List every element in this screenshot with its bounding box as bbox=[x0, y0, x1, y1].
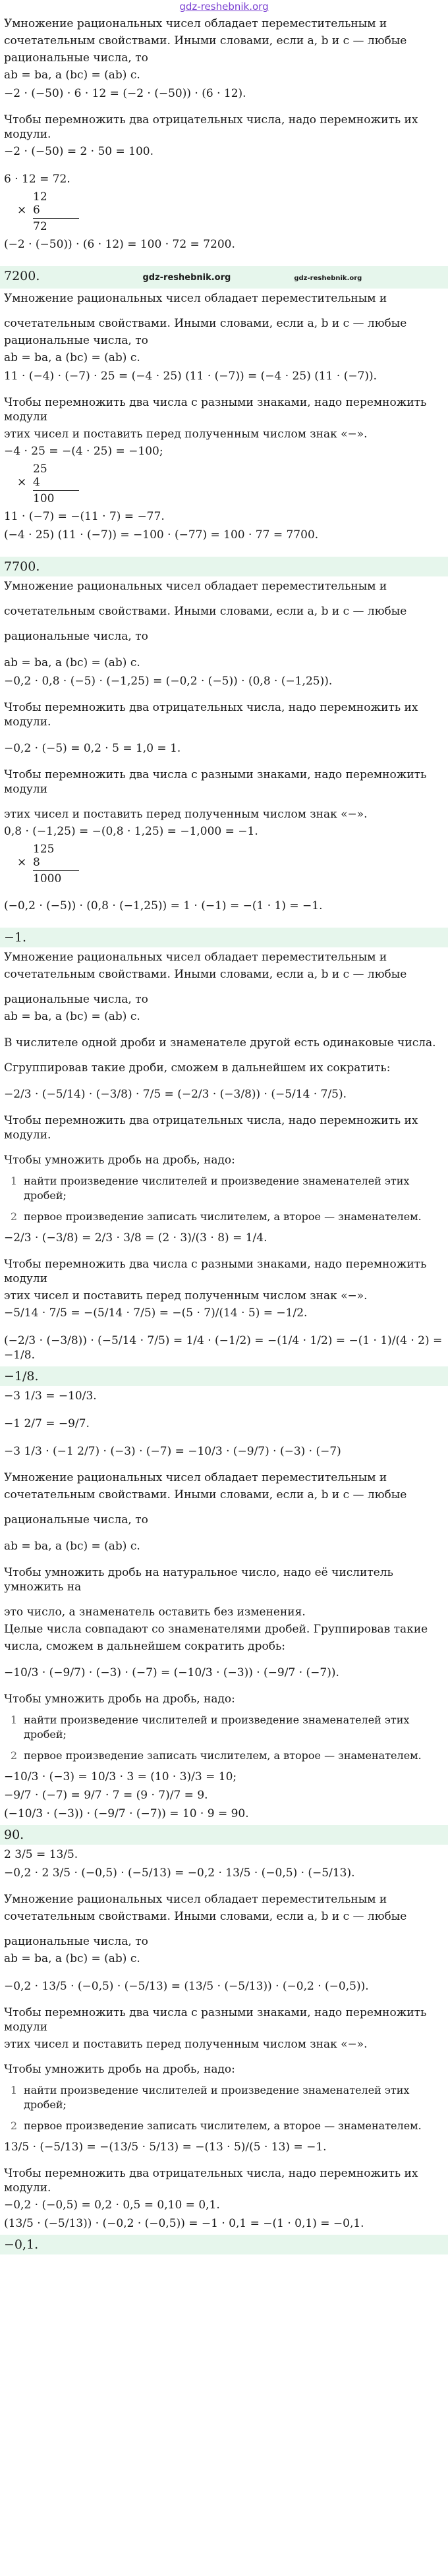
column-top: 125 bbox=[33, 843, 55, 856]
text-line: Чтобы перемножить два числа с разными знаками, надо перемножить модули bbox=[4, 396, 427, 424]
steps-list bbox=[4, 1713, 444, 1763]
formula: −0,2 · (−0,5) = 0,2 · 0,5 = 0,10 = 0,1. bbox=[4, 2198, 220, 2212]
text-line: рациональные числа, то bbox=[4, 334, 148, 347]
times-sign: × bbox=[17, 476, 27, 489]
column-multiplication bbox=[17, 190, 444, 233]
list-text: найти произведение числителей и произведение знаменателей этих дробей; bbox=[24, 1714, 410, 1741]
formula: −3 1/3 = −10/3. bbox=[4, 1389, 97, 1403]
text-line: Умножение рациональных чисел обладает переместительным и bbox=[4, 1893, 387, 1906]
column-multiplication bbox=[17, 462, 444, 505]
text-line: сочетательным свойствами. Иными словами, если a, b и c — любые bbox=[4, 1910, 407, 1923]
text-line: Умножение рациональных чисел обладает переместительным и bbox=[4, 17, 387, 30]
answer-value: 90. bbox=[4, 1828, 24, 1842]
answer-bar bbox=[0, 557, 448, 576]
formula: −2/3 · (−5/14) · (−3/8) · 7/5 = (−2/3 · (−3/8)) · (−5/14 · 7/5). bbox=[4, 1088, 347, 1101]
column-rule bbox=[33, 490, 79, 491]
list-number: 1 bbox=[10, 1175, 18, 1187]
answer-bar bbox=[0, 266, 448, 289]
list-item bbox=[4, 1174, 444, 1203]
text-line: Целые числа совпадают со знаменателями дробей. Группировав такие bbox=[4, 1623, 428, 1636]
steps-list bbox=[4, 1174, 444, 1224]
text-line: Чтобы перемножить два отрицательных числа, надо перемножить их модули. bbox=[4, 1114, 418, 1142]
text-line: Чтобы умножить дробь на дробь, надо: bbox=[4, 2063, 235, 2076]
watermark-text: gdz-reshebnik.org bbox=[142, 273, 231, 283]
list-text: первое произведение записать числителем, а второе — знаменателем. bbox=[24, 2119, 422, 2132]
list-item bbox=[4, 1210, 444, 1224]
text-line: это число, а знаменатель оставить без изменения. bbox=[4, 1606, 306, 1619]
formula: 13/5 · (−5/13) = −(13/5 · 5/13) = −(13 · 5)/(5 · 13) = −1. bbox=[4, 2141, 327, 2154]
formula: −3 1/3 · (−1 2/7) · (−3) · (−7) = −10/3 · (−9/7) · (−3) · (−7) bbox=[4, 1445, 341, 1458]
formula: (−2 · (−50)) · (6 · 12) = 100 · 72 = 7200. bbox=[4, 238, 235, 251]
text-line: сочетательным свойствами. Иными словами, если a, b и c — любые bbox=[4, 968, 407, 981]
text-line: этих чисел и поставить перед полученным числом знак «−». bbox=[4, 428, 368, 441]
text-line: Умножение рациональных чисел обладает переместительным и bbox=[4, 580, 387, 593]
text-line: Чтобы перемножить два числа с разными знаками, надо перемножить модули bbox=[4, 1258, 427, 1285]
text-line: Чтобы умножить дробь на дробь, надо: bbox=[4, 1154, 235, 1167]
formula: 6 · 12 = 72. bbox=[4, 173, 70, 186]
text-line: рациональные числа, то bbox=[4, 51, 148, 65]
times-sign: × bbox=[17, 856, 27, 869]
formula: −1 2/7 = −9/7. bbox=[4, 1417, 90, 1430]
formula: −0,2 · 2 3/5 · (−0,5) · (−5/13) = −0,2 · 13/5 · (−0,5) · (−5/13). bbox=[4, 1866, 355, 1880]
text-line: Чтобы перемножить два числа с разными знаками, надо перемножить модули bbox=[4, 2006, 427, 2034]
formula: (−10/3 · (−3)) · (−9/7 · (−7)) = 10 · 9 = 90. bbox=[4, 1807, 249, 1820]
formula: (−2/3 · (−3/8)) · (−5/14 · 7/5) = 1/4 · (−1/2) = −(1/4 · 1/2) = −(1 · 1)/(4 · 2) = −1/8. bbox=[4, 1334, 443, 1362]
text-line: В числителе одной дроби и знаменателе другой есть одинаковые числа. bbox=[4, 1036, 436, 1050]
formula: −5/14 · 7/5 = −(5/14 · 7/5) = −(5 · 7)/(14 · 5) = −1/2. bbox=[4, 1306, 308, 1320]
list-number: 2 bbox=[10, 1749, 18, 1762]
list-item bbox=[4, 1713, 444, 1742]
text-line: рациональные числа, то bbox=[4, 1935, 148, 1948]
column-result: 72 bbox=[33, 220, 47, 233]
text-line: сочетательным свойствами. Иными словами, если a, b и c — любые bbox=[4, 1488, 407, 1501]
list-item bbox=[4, 2083, 444, 2112]
formula: ab = ba, a (bc) = (ab) c. bbox=[4, 1952, 140, 1965]
solution-content bbox=[0, 16, 448, 2254]
answer-value: 7200. bbox=[4, 269, 40, 283]
column-top: 12 bbox=[33, 190, 47, 204]
formula: 2 3/5 = 13/5. bbox=[4, 1848, 78, 1861]
formula: 11 · (−7) = −(11 · 7) = −77. bbox=[4, 510, 165, 523]
answer-bar bbox=[0, 2235, 448, 2254]
formula: −10/3 · (−3) = 10/3 · 3 = (10 · 3)/3 = 10; bbox=[4, 1770, 237, 1783]
answer-bar bbox=[0, 928, 448, 947]
formula: −0,2 · 13/5 · (−0,5) · (−5/13) = (13/5 · (−5/13)) · (−0,2 · (−0,5)). bbox=[4, 1980, 369, 1993]
answer-value: −1. bbox=[4, 930, 27, 945]
steps-list bbox=[4, 2083, 444, 2133]
column-result: 100 bbox=[33, 492, 55, 505]
text-line: Умножение рациональных чисел обладает переместительным и bbox=[4, 1471, 387, 1484]
formula: −0,2 · 0,8 · (−5) · (−1,25) = (−0,2 · (−5)) · (0,8 · (−1,25)). bbox=[4, 675, 333, 688]
text-line: Чтобы умножить дробь на натуральное число, надо её числитель умножить на bbox=[4, 1566, 393, 1594]
text-line: числа, сможем в дальнейшем сократить дробь: bbox=[4, 1640, 285, 1653]
formula: −2/3 · (−3/8) = 2/3 · 3/8 = (2 · 3)/(3 · 8) = 1/4. bbox=[4, 1231, 267, 1245]
formula: ab = ba, a (bc) = (ab) c. bbox=[4, 69, 140, 82]
list-number: 1 bbox=[10, 2084, 18, 2096]
column-mid: 6 bbox=[33, 204, 40, 217]
formula: (−4 · 25) (11 · (−7)) = −100 · (−77) = 100 · 77 = 7700. bbox=[4, 528, 319, 542]
formula: 11 · (−4) · (−7) · 25 = (−4 · 25) (11 · (−7)) = (−4 · 25) (11 · (−7)). bbox=[4, 370, 378, 383]
text-line: Чтобы перемножить два числа с разными знаками, надо перемножить модули bbox=[4, 768, 427, 796]
column-mid: 8 bbox=[33, 856, 40, 869]
text-line: сочетательным свойствами. Иными словами, если a, b и c — любые bbox=[4, 34, 407, 47]
answer-bar bbox=[0, 1366, 448, 1386]
text-line: Чтобы перемножить два отрицательных числа, надо перемножить их модули. bbox=[4, 2167, 418, 2195]
answer-value: −0,1. bbox=[4, 2237, 39, 2252]
formula: −10/3 · (−9/7) · (−3) · (−7) = (−10/3 · (−3)) · (−9/7 · (−7)). bbox=[4, 1666, 339, 1679]
text-line: рациональные числа, то bbox=[4, 993, 148, 1006]
formula: 0,8 · (−1,25) = −(0,8 · 1,25) = −1,000 = −1. bbox=[4, 825, 258, 838]
formula: ab = ba, a (bc) = (ab) c. bbox=[4, 656, 140, 669]
list-number: 1 bbox=[10, 1714, 18, 1726]
formula: ab = ba, a (bc) = (ab) c. bbox=[4, 1540, 140, 1553]
answer-bar bbox=[0, 1825, 448, 1845]
text-line: Чтобы перемножить два отрицательных числа, надо перемножить их модули. bbox=[4, 113, 418, 141]
text-line: сочетательным свойствами. Иными словами, если a, b и c — любые bbox=[4, 605, 407, 618]
answer-value: −1/8. bbox=[4, 1369, 39, 1384]
text-line: сочетательным свойствами. Иными словами, если a, b и c — любые bbox=[4, 317, 407, 330]
formula: (13/5 · (−5/13)) · (−0,2 · (−0,5)) = −1 · 0,1 = −(1 · 0,1) = −0,1. bbox=[4, 2217, 364, 2230]
text-line: этих чисел и поставить перед полученным числом знак «−». bbox=[4, 808, 368, 821]
column-rule bbox=[33, 218, 79, 219]
times-sign: × bbox=[17, 204, 27, 217]
text-line: Сгруппировав такие дроби, сможем в дальнейшем их сократить: bbox=[4, 1061, 391, 1075]
text-line: рациональные числа, то bbox=[4, 1513, 148, 1526]
text-line: этих чисел и поставить перед полученным числом знак «−». bbox=[4, 1289, 368, 1302]
answer-value: 7700. bbox=[4, 559, 40, 574]
formula: −2 · (−50) = 2 · 50 = 100. bbox=[4, 145, 154, 158]
list-text: найти произведение числителей и произведение знаменателей этих дробей; bbox=[24, 1175, 410, 1202]
list-number: 2 bbox=[10, 1210, 18, 1223]
list-text: найти произведение числителей и произведение знаменателей этих дробей; bbox=[24, 2084, 410, 2111]
formula: ab = ba, a (bc) = (ab) c. bbox=[4, 1010, 140, 1023]
text-line: Умножение рациональных чисел обладает переместительным и bbox=[4, 951, 387, 964]
formula: −4 · 25 = −(4 · 25) = −100; bbox=[4, 445, 163, 458]
formula: −9/7 · (−7) = 9/7 · 7 = (9 · 7)/7 = 9. bbox=[4, 1789, 208, 1802]
text-line: Чтобы перемножить два отрицательных числа, надо перемножить их модули. bbox=[4, 701, 418, 729]
text-line: Умножение рациональных чисел обладает переместительным и bbox=[4, 292, 387, 305]
list-text: первое произведение записать числителем, а второе — знаменателем. bbox=[24, 1749, 422, 1762]
list-item bbox=[4, 1749, 444, 1763]
text-line: рациональные числа, то bbox=[4, 630, 148, 643]
list-number: 2 bbox=[10, 2119, 18, 2132]
column-mid: 4 bbox=[33, 476, 40, 489]
formula: ab = ba, a (bc) = (ab) c. bbox=[4, 351, 140, 364]
list-text: первое произведение записать числителем, а второе — знаменателем. bbox=[24, 1210, 422, 1223]
list-item bbox=[4, 2119, 444, 2133]
formula: (−0,2 · (−5)) · (0,8 · (−1,25)) = 1 · (−1) = −(1 · 1) = −1. bbox=[4, 899, 323, 912]
column-multiplication bbox=[17, 843, 444, 885]
column-rule bbox=[33, 870, 79, 871]
formula: −2 · (−50) · 6 · 12 = (−2 · (−50)) · (6 · 12). bbox=[4, 87, 246, 100]
text-line: этих чисел и поставить перед полученным числом знак «−». bbox=[4, 2038, 368, 2051]
column-result: 1000 bbox=[33, 872, 62, 885]
text-line: Чтобы умножить дробь на дробь, надо: bbox=[4, 1693, 235, 1706]
formula: −0,2 · (−5) = 0,2 · 5 = 1,0 = 1. bbox=[4, 742, 181, 755]
watermark-text: gdz-reshebnik.org bbox=[294, 275, 362, 282]
column-top: 25 bbox=[33, 462, 47, 476]
site-header-link[interactable]: gdz-reshebnik.org bbox=[179, 1, 269, 13]
